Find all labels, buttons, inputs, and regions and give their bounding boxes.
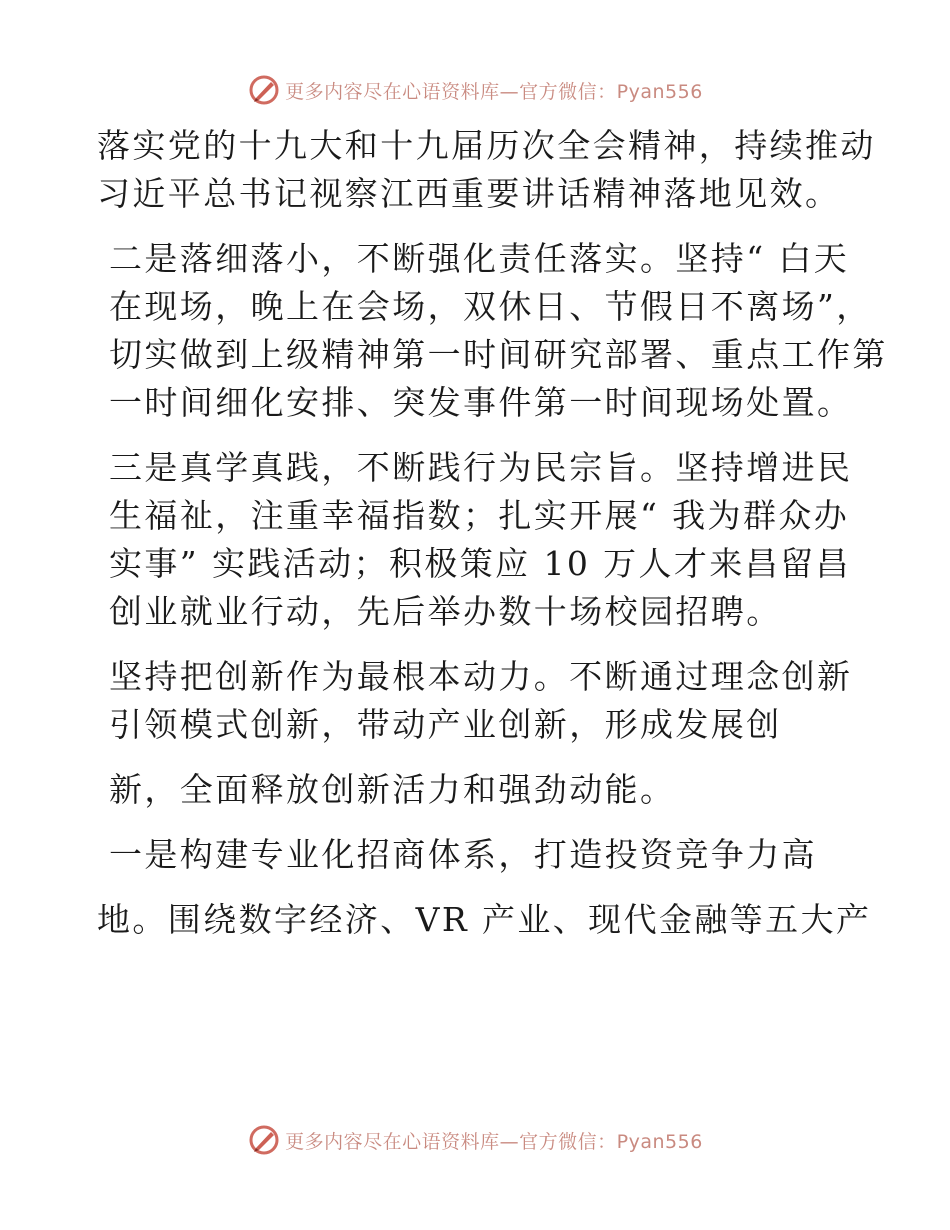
paragraph: [97, 235, 888, 427]
watermark-logo-icon: [247, 73, 281, 107]
footer-watermark: [0, 1120, 950, 1160]
paragraph: [97, 831, 857, 879]
text-line: 二是落细落小，不断强化责任落实。坚持“ 白天: [109, 239, 850, 278]
watermark-logo-icon: [247, 1123, 281, 1157]
paragraph: [97, 896, 872, 944]
text-line: 引领模式创新，带动产业创新，形成发展创: [109, 705, 782, 744]
text-line: 落实党的十九大和十九届历次全会精神，持续推动: [97, 126, 876, 165]
paragraph: [97, 766, 857, 814]
text-line: 生福祉，注重幸福指数；扎实开展“ 我为群众办: [109, 496, 850, 535]
text-line: 三是真学真践，不断践行为民宗旨。坚持增进民: [109, 448, 853, 487]
text-line: 新，全面释放创新活力和强劲动能。: [109, 770, 676, 809]
document-body: [97, 122, 888, 961]
watermark-text: 更多内容尽在心语资料库—官方微信：Pyan556: [285, 1130, 703, 1153]
text-line: 习近平总书记视察江西重要讲话精神落地见效。: [97, 174, 841, 213]
text-line: 地。围绕数字经济、VR 产业、现代金融等五大产: [97, 900, 872, 939]
text-line: 坚持把创新作为最根本动力。不断通过理念创新: [109, 657, 853, 696]
text-line: 一时间细化安排、突发事件第一时间现场处置。: [109, 383, 853, 422]
paragraph: [97, 122, 876, 218]
text-line: 实事” 实践活动；积极策应 10 万人才来昌留昌: [109, 544, 851, 583]
watermark-text: 更多内容尽在心语资料库—官方微信：Pyan556: [285, 80, 703, 103]
header-watermark: [0, 70, 950, 110]
text-line: 切实做到上级精神第一时间研究部署、重点工作第: [109, 335, 888, 374]
paragraph: [97, 653, 857, 749]
text-line: 一是构建专业化招商体系，打造投资竞争力高: [109, 835, 817, 874]
paragraph: [97, 444, 857, 636]
text-line: 创业就业行动，先后举办数十场校园招聘。: [109, 592, 782, 631]
text-line: 在现场，晚上在会场，双休日、节假日不离场”，: [109, 287, 872, 326]
